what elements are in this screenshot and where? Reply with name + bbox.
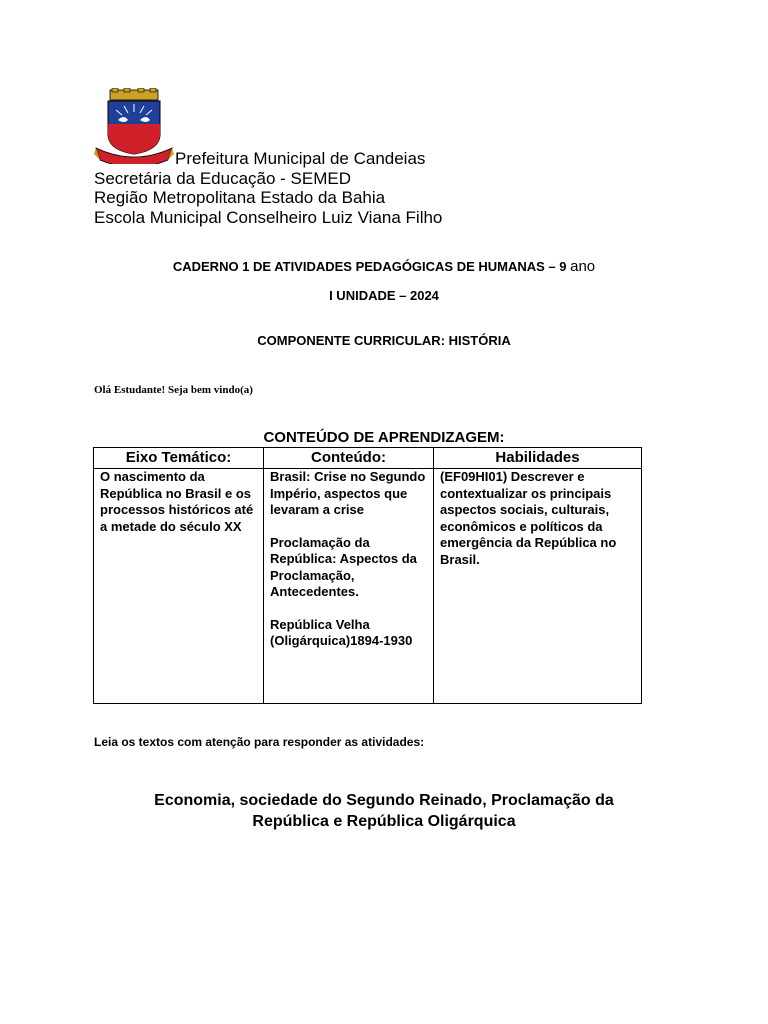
unidade-title: I UNIDADE – 2024 xyxy=(329,288,439,303)
conteudo-item: Brasil: Crise no Segundo Império, aspectos que levaram a crise xyxy=(270,469,426,517)
table-row xyxy=(94,469,642,704)
header-habilidades: Habilidades xyxy=(434,448,642,469)
cell-conteudo xyxy=(264,469,434,704)
conteudo-item: República Velha (Oligárquica)1894-1930 xyxy=(270,616,413,648)
conteudo-title: CONTEÚDO DE APRENDIZAGEM: xyxy=(263,429,505,446)
instruction-text: Leia os textos com atenção para responder as atividades: xyxy=(94,735,425,749)
section-title xyxy=(0,790,768,832)
section-title-line1: Economia, sociedade do Segundo Reinado, Proclamação da xyxy=(154,792,614,809)
header-secretaria: Secretária da Educação - SEMED xyxy=(94,169,352,188)
header-conteudo: Conteúdo: xyxy=(264,448,434,469)
eixo-text: O nascimento da República no Brasil e os processos históricos até a metade do século XX xyxy=(100,469,254,534)
municipal-crest-logo xyxy=(94,88,174,164)
section-title-line2: República e República Oligárquica xyxy=(252,813,516,830)
header-escola: Escola Municipal Conselheiro Luiz Viana Filho xyxy=(94,208,443,227)
cell-eixo xyxy=(94,469,264,704)
componente-title: COMPONENTE CURRICULAR: HISTÓRIA xyxy=(257,333,511,348)
caderno-title-ano: ano xyxy=(570,258,596,275)
header-prefeitura: Prefeitura Municipal de Candeias xyxy=(175,149,426,168)
conteudo-item: Proclamação da República: Aspectos da Proclamação, Antecedentes. xyxy=(270,534,417,599)
conteudo-table xyxy=(93,447,642,704)
header-eixo: Eixo Temático: xyxy=(94,448,264,469)
cell-habilidades xyxy=(434,469,642,704)
caderno-title xyxy=(0,258,768,275)
greeting-text: Olá Estudante! Seja bem vindo(a) xyxy=(94,384,253,396)
caderno-title-main: CADERNO 1 DE ATIVIDADES PEDAGÓGICAS DE HUMANAS – 9 xyxy=(172,259,571,274)
habilidades-text: (EF09HI01) Descrever e contextualizar os principais aspectos sociais, culturais, econômicos e políticos da emergência da República no Brasil. xyxy=(440,469,617,567)
table-header-row xyxy=(94,448,642,469)
header-regiao: Região Metropolitana Estado da Bahia xyxy=(94,188,386,207)
